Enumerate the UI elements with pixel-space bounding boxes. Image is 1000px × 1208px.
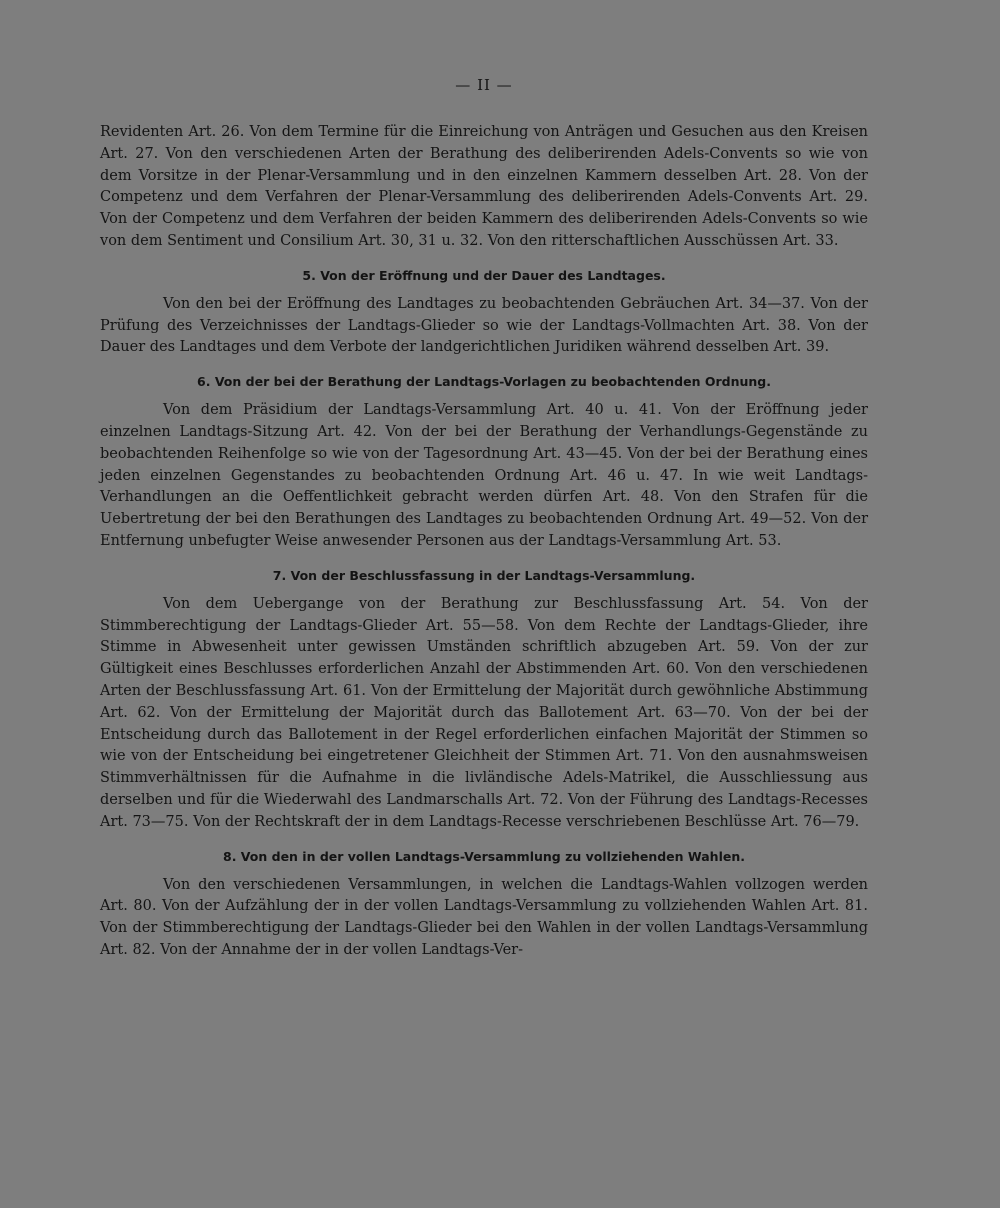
section-paragraph: Von den verschiedenen Versammlungen, in welchen die Landtags-Wahlen vollzogen werden Art. 80. Von der Aufzählung der in der vollen Landtags-Versammlung zu vollziehenden Wahlen Art. 81. Von der Stimmberechtigung der Landtags-Glieder bei den Wahlen in der vollen Landtags-Versammlung Art. 82. Von der Annahme der in der vollen Landtags-Ver- <box>100 876 868 958</box>
section-7 <box>100 567 868 834</box>
section-heading: 6. Von der bei der Berathung der Landtags-Vorlagen zu beobachtenden Ordnung. <box>197 374 771 390</box>
section-5 <box>100 267 868 359</box>
section-paragraph: Von dem Präsidium der Landtags-Versammlung Art. 40 u. 41. Von der Eröffnung jeder einzelnen Landtags-Sitzung Art. 42. Von der bei der Berathung der Verhandlungs-Gegenstände zu beobachtenden Reihenfolge so wie von der Tagesordnung Art. 43—45. Von der bei der Berathung eines jeden einzelnen Gegenstandes zu beobachtenden Ordnung Art. 46 u. 47. In wie weit Landtags-Verhandlungen an die Oeffentlichkeit gebracht werden dürfen Art. 48. Von den Strafen für die Uebertretung der bei den Berathungen des Landtages zu beobachtenden Ordnung Art. 49—52. Von der Entfernung unbefugter Weise anwesender Personen aus der Landtags-Versammlung Art. 53. <box>100 402 868 549</box>
section-6 <box>100 373 868 553</box>
document-page <box>100 74 868 962</box>
section-paragraph: Von den bei der Eröffnung des Landtages zu beobachtenden Gebräuchen Art. 34—37. Von der Prüfung des Verzeichnisses der Landtags-Glieder so wie der Landtags-Vollmachten Art. 38. Von der Dauer des Landtages und dem Verbote der landgerichtlichen Juridiken während desselben Art. 39. <box>100 295 868 356</box>
section-heading: 7. Von der Beschlussfassung in der Landtags-Versammlung. <box>272 567 696 583</box>
section-8 <box>100 848 868 962</box>
page-number: — II — <box>455 76 513 94</box>
section-heading: 5. Von der Eröffnung und der Dauer des Landtages. <box>302 267 666 283</box>
intro-paragraph: Revidenten Art. 26. Von dem Termine für die Einreichung von Anträgen und Gesuchen aus den Kreisen Art. 27. Von den verschiedenen Arten der Berathung des deliberirenden Adels-Convents so wie von dem Vorsitze in der Plenar-Versammlung und in den einzelnen Kammern desselben Art. 28. Von der Competenz und dem Verfahren der Plenar-Versammlung des deliberirenden Adels-Convents Art. 29. Von der Competenz und dem Verfahren der beiden Kammern des deliberirenden Adels-Convents so wie von dem Sentiment und Consilium Art. 30, 31 u. 32. Von den ritterschaftlichen Ausschüssen Art. 33. <box>100 124 868 249</box>
section-heading: 8. Von den in der vollen Landtags-Versammlung zu vollziehenden Wahlen. <box>223 848 745 864</box>
section-paragraph: Von dem Uebergange von der Berathung zur Beschlussfassung Art. 54. Von der Stimmberechtigung der Landtags-Glieder Art. 55—58. Von dem Rechte der Landtags-Glieder, ihre Stimme in Abwesenheit unter gewissen Umständen schriftlich abzugeben Art. 59. Von der zur Gültigkeit eines Beschlusses erforderlichen Anzahl der Abstimmenden Art. 60. Von den verschiedenen Arten der Beschlussfassung Art. 61. Von der Ermittelung der Majorität durch gewöhnliche Abstimmung Art. 62. Von der Ermittelung der Majorität durch das Ballotement Art. 63—70. Von der bei der Entscheidung durch das Ballotement in der Regel erforderlichen einfachen Majorität der Stimmen so wie von der Entscheidung bei eingetretener Gleichheit der Stimmen Art. 71. Von den ausnahmsweisen Stimmverhältnissen für die Aufnahme in die livländische Adels-Matrikel, die Ausschliessung aus derselben und für die Wiederwahl des Landmarschalls Art. 72. Von der Führung des Landtags-Recesses Art. 73—75. Von der Rechtskraft der in dem Landtags-Recesse verschriebenen Beschlüsse Art. 76—79. <box>100 595 868 830</box>
